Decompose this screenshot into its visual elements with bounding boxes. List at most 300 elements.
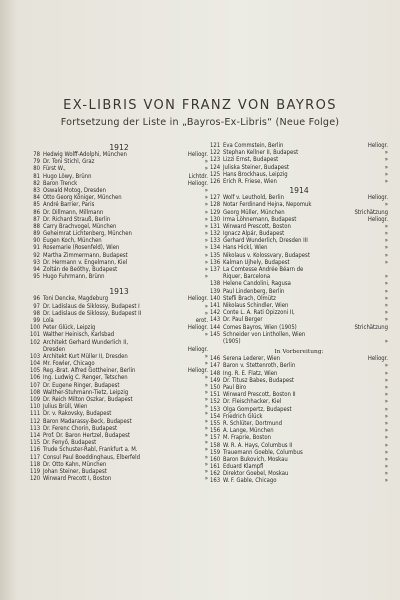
entry-technique: » (384, 223, 388, 230)
list-item (210, 303, 388, 310)
entry-owner: W. R. A. Hays, Columbus II (223, 442, 293, 449)
entry-text (30, 238, 102, 245)
entry-text (210, 371, 277, 378)
list-item (210, 421, 388, 428)
list-item (30, 210, 208, 217)
entry-number: 144 (210, 324, 221, 331)
entry-technique: » (384, 317, 388, 324)
right-column (210, 143, 388, 486)
entry-text (210, 464, 264, 471)
entry-technique: » (204, 202, 208, 209)
entry-technique: » (384, 171, 388, 178)
list-item (30, 159, 208, 166)
entry-owner: Winward Precott I, Boston (43, 476, 112, 483)
entry-owner: Wolf v. Leuthold, Berlin (223, 195, 284, 202)
entry-owner: Serena Lederer, Wien (223, 356, 281, 363)
entry-technique: » (384, 464, 388, 471)
list-item (30, 440, 208, 447)
entry-owner: Ing. R. E. Flatz, Wien (223, 370, 278, 377)
entry-number: 131 (210, 223, 221, 230)
entry-number: 86 (33, 209, 40, 216)
entry-technique: » (384, 288, 388, 295)
entry-text (30, 397, 133, 404)
entry-owner: Geheimrat Lichtenberg, München (43, 231, 132, 238)
entry-technique: Strichätzung (354, 324, 388, 331)
list-item (30, 404, 208, 411)
entry-text (30, 217, 110, 224)
list-item (30, 174, 208, 181)
entry-number: 107 (30, 382, 41, 389)
entry-owner: Conte L. A. Rati Opizzoni II, (223, 310, 295, 317)
entry-technique: Strichätzung (354, 209, 388, 216)
entry-owner: Dr. Ferenc Chorin, Budapest (43, 425, 118, 432)
entry-technique: » (204, 209, 208, 216)
list-item (210, 195, 388, 202)
entry-number: 110 (30, 404, 41, 411)
list-item (210, 443, 388, 450)
entry-text (210, 289, 284, 296)
entry-number: 100 (30, 325, 41, 332)
entry-owner: A. Lange, München (223, 428, 274, 435)
entry-owner: Hedwig Wolff-Adolphi, München (43, 152, 127, 158)
list-in-preparation (210, 356, 388, 485)
list-item (30, 383, 208, 390)
entry-technique: » (204, 476, 208, 483)
entry-text (210, 224, 291, 231)
entry-technique: » (384, 281, 388, 288)
entry-technique: » (204, 389, 208, 396)
year-heading-1913: 1913 (109, 287, 129, 297)
entry-owner: Paul Lindenberg, Berlin (223, 288, 285, 295)
entry-text (30, 274, 105, 281)
entry-owner: Trude Schuster-Rabl, Frankfurt a. M. (43, 447, 138, 454)
entry-technique: » (204, 238, 208, 245)
entry-owner: Kalman Ujhely, Budapest (223, 259, 290, 266)
entry-owner: Prof. Dr. Baron Hertzel, Budapest (43, 432, 130, 439)
entry-text (30, 202, 94, 209)
entry-number: 122 (210, 150, 221, 157)
list-item (210, 428, 388, 435)
list-item (210, 478, 388, 485)
entry-owner: Dr. Ladislaus de Siklossy, Budapest II (43, 310, 142, 317)
entry-number: 142 (210, 310, 221, 317)
entry-owner: Dresden (43, 346, 66, 353)
list-item (30, 447, 208, 454)
list-item (210, 150, 388, 157)
list-item (210, 471, 388, 478)
entry-owner: Walther-Stuhmann-Tietz, Leipzig (43, 389, 129, 396)
entry-technique: » (384, 202, 388, 209)
entry-owner: Paul Biro (223, 385, 247, 392)
entry-technique: » (384, 406, 388, 413)
list-item (210, 231, 388, 238)
entry-technique: » (204, 166, 208, 173)
entry-number: 123 (210, 157, 221, 164)
entry-technique: » (384, 399, 388, 406)
entry-technique: » (204, 375, 208, 382)
entry-number: 108 (30, 389, 41, 396)
entry-owner: La Comtesse Andrée Béarn de (223, 267, 304, 273)
entry-technique: » (384, 252, 388, 259)
entry-technique: » (384, 363, 388, 370)
entry-number: 78 (33, 152, 40, 158)
entry-technique: Heliogr. (367, 356, 388, 363)
entry-technique: Heliogr. (187, 368, 208, 375)
list-item (30, 476, 208, 483)
list-item (30, 375, 208, 382)
entry-number: 128 (210, 202, 221, 209)
entry-technique: » (204, 404, 208, 411)
entry-text (210, 172, 288, 179)
entry-number: 133 (210, 238, 221, 245)
entry-owner: Johan Steiner, Budapest (43, 468, 107, 475)
entry-number: 89 (33, 231, 40, 238)
page-title: EX-LIBRIS VON FRANZ VON BAYROS (63, 98, 337, 113)
entry-owner: Peter Glück, Leipzig (43, 325, 96, 332)
entry-text (210, 385, 246, 392)
entry-number: 121 (210, 143, 221, 149)
list-item (30, 267, 208, 274)
entry-text (210, 231, 284, 238)
entry-text (30, 245, 119, 252)
entry-number: 127 (210, 195, 221, 202)
entry-number: 135 (210, 252, 221, 259)
entry-number: 159 (210, 449, 221, 456)
entry-technique: » (384, 310, 388, 317)
entry-text (210, 339, 241, 346)
list-item (210, 172, 388, 179)
entry-number: 96 (33, 296, 40, 303)
entry-number: 91 (33, 245, 40, 252)
list-1912 (30, 152, 208, 281)
entry-text (30, 375, 128, 382)
list-item (210, 253, 388, 260)
entry-owner: Architekt Gerhard Wunderlich II, (43, 339, 129, 346)
list-item (30, 152, 208, 159)
entry-text (210, 150, 298, 157)
page-subtitle: Fortsetzung der Liste in „Bayros-Ex-Libris“ (Neue Folge) (60, 117, 340, 128)
entry-text (210, 157, 278, 164)
entry-technique: » (384, 456, 388, 463)
entry-text (30, 411, 111, 418)
entry-owner: Dr. Fleischhacker, Kiel (223, 399, 282, 406)
list-item (30, 462, 208, 469)
list-item (210, 399, 388, 406)
entry-number: 155 (210, 420, 221, 427)
entry-text (210, 245, 268, 252)
entry-number: 97 (33, 303, 40, 310)
list-item (30, 202, 208, 209)
list-item (30, 274, 208, 281)
entry-technique: » (384, 274, 388, 281)
entry-owner: Winward Prescott, Boston II (223, 392, 296, 399)
entry-number: 114 (30, 432, 41, 439)
entry-number: 163 (210, 478, 221, 485)
entry-owner: Hans Brockhaus, Leipzig (223, 171, 288, 178)
entry-owner: Zoltán de Beöthy, Budapest (43, 267, 118, 273)
entry-text (30, 354, 128, 361)
entry-number: 90 (33, 238, 40, 245)
list-item (210, 414, 388, 421)
entry-technique: » (384, 420, 388, 427)
entry-owner: Nikolaus v. Kolossvary, Budapest (223, 252, 310, 259)
entry-number: 146 (210, 356, 221, 363)
list-item (30, 260, 208, 267)
entry-text (30, 469, 107, 476)
entry-text (210, 363, 295, 370)
entry-number: 113 (30, 425, 41, 432)
entry-number: 83 (33, 187, 40, 194)
entry-technique: » (384, 178, 388, 185)
entry-text (210, 143, 283, 150)
entry-text (30, 361, 95, 368)
entry-owner: Dr. Titusz Babes, Budapest (223, 377, 294, 384)
entry-technique: » (384, 413, 388, 420)
entry-number: 129 (210, 209, 221, 216)
entry-technique: » (384, 245, 388, 252)
entry-owner: Baron v. Stettenroth, Berlin (223, 363, 296, 370)
entry-technique: » (384, 295, 388, 302)
entry-owner: Notar Ferdinand Hejna, Nepomuk (223, 202, 312, 209)
entry-owner: Lola (43, 317, 54, 324)
list-item (210, 143, 388, 150)
entry-text (210, 260, 290, 267)
entry-text (210, 414, 262, 421)
entry-technique: » (204, 310, 208, 317)
entry-text (30, 368, 135, 375)
entry-text (30, 253, 128, 260)
entry-technique: Heliogr. (187, 346, 208, 353)
entry-text (210, 457, 288, 464)
entry-technique: Heliogr. (187, 325, 208, 332)
entry-owner: Eduard Klampfl (223, 464, 264, 471)
entry-number: 134 (210, 245, 221, 252)
entry-text (30, 447, 138, 454)
entry-technique: » (204, 267, 208, 273)
entry-technique: Heliogr. (367, 216, 388, 223)
entry-number: 105 (30, 368, 41, 375)
entry-number: 154 (210, 413, 221, 420)
entry-technique: » (384, 428, 388, 435)
entry-technique: » (204, 461, 208, 468)
entry-text (30, 231, 132, 238)
entry-owner: Olga Gompertz, Budapest (223, 406, 292, 413)
entry-text (30, 332, 114, 339)
entry-owner: Lizzi Ernst, Budapest (223, 157, 279, 164)
list-1914 (210, 195, 388, 346)
entry-owner: Dr. Eugene Ringer, Budapest (43, 382, 120, 389)
list-item (30, 411, 208, 418)
entry-text (210, 471, 288, 478)
entry-technique: » (204, 361, 208, 368)
entry-number: 125 (210, 171, 221, 178)
entry-number: 81 (33, 173, 40, 180)
entry-text (210, 238, 308, 245)
list-item (210, 332, 388, 339)
entry-number: 156 (210, 428, 221, 435)
list-item (30, 217, 208, 224)
entry-technique: » (204, 468, 208, 475)
entry-text (210, 195, 284, 202)
entry-owner: André Barrier, Paris (43, 202, 95, 209)
entry-number: 160 (210, 456, 221, 463)
entry-owner: Dr. Dillmann, Millmann (43, 209, 104, 216)
entry-owner: Baron Madarassy-Beck, Budapest (43, 418, 132, 425)
entry-text (210, 356, 280, 363)
entry-technique: » (204, 187, 208, 194)
entry-owner: Dr. Paul Berger (223, 317, 263, 324)
entry-owner: Georg Müller, München (223, 209, 285, 216)
entry-text (30, 267, 117, 274)
entry-technique: » (384, 442, 388, 449)
entry-owner: (1905) (223, 338, 241, 345)
entry-text (30, 188, 106, 195)
entry-number: 150 (210, 385, 221, 392)
entry-technique: » (204, 231, 208, 238)
entry-owner: Reg.-Brat. Alfred Gottheiner, Berlin (43, 368, 136, 375)
list-item (30, 419, 208, 426)
entry-technique: » (204, 223, 208, 230)
entry-owner: Oswald Motog, Dresden (43, 187, 107, 194)
list-item (30, 224, 208, 231)
list-item (210, 165, 388, 172)
entry-number: 120 (30, 476, 41, 483)
list-item (210, 245, 388, 252)
entry-technique: » (204, 454, 208, 461)
list-item (210, 202, 388, 209)
entry-owner: Gerhard Wunderlich, Dresden III (223, 238, 308, 245)
entry-text (210, 421, 282, 428)
list-item (210, 210, 388, 217)
entry-owner: Mr. Fowler, Chicago (43, 361, 95, 368)
entry-technique: » (204, 303, 208, 310)
entry-technique: Heliogr. (187, 180, 208, 187)
list-item (30, 347, 208, 354)
entry-owner: Walther Heinisch, Karlsbad (43, 332, 115, 339)
entry-number: 153 (210, 406, 221, 413)
list-item (30, 318, 208, 325)
list-item (210, 157, 388, 164)
entry-number: 85 (33, 202, 40, 209)
entry-text (30, 260, 127, 267)
list-item (210, 356, 388, 363)
entry-number: 101 (30, 332, 41, 339)
list-item (210, 392, 388, 399)
entry-text (30, 455, 140, 462)
entry-number: 98 (33, 310, 40, 317)
entry-text (210, 317, 263, 324)
entry-owner: Irma Löhnemann, Budapest (223, 216, 297, 223)
entry-text (210, 325, 297, 332)
list-item (30, 368, 208, 375)
list-item (30, 433, 208, 440)
entry-owner: Comes Bayros, Wien (1905) (223, 324, 297, 331)
entry-technique: » (204, 432, 208, 439)
entry-text (30, 224, 116, 231)
entry-technique: » (384, 338, 388, 345)
entry-text (30, 152, 127, 159)
entry-owner: Julius Brüll, Wien (43, 404, 88, 411)
entry-number: 106 (30, 375, 41, 382)
list-item (210, 450, 388, 457)
entry-number: 139 (210, 288, 221, 295)
entry-text (30, 159, 94, 166)
entry-number: 126 (210, 178, 221, 185)
entry-number: 94 (33, 267, 40, 273)
entry-owner: Architekt Kurt Müller II, Dresden (43, 353, 128, 360)
list-item (210, 179, 388, 186)
entry-number: 141 (210, 302, 221, 309)
entry-text (210, 392, 296, 399)
entry-owner: Toni Dencke, Magdeburg (43, 296, 109, 303)
entry-owner: Helene Candolini, Ragusa (223, 281, 291, 288)
entry-text (210, 428, 274, 435)
entry-text (30, 404, 87, 411)
entry-text (30, 311, 141, 318)
list-item (30, 304, 208, 311)
entry-text (30, 462, 106, 469)
entry-text (30, 419, 132, 426)
list-item (30, 426, 208, 433)
entry-technique: » (204, 252, 208, 259)
entry-technique: » (384, 238, 388, 245)
list-item (30, 231, 208, 238)
entry-technique: erot. (195, 317, 208, 324)
entry-number: 149 (210, 377, 221, 384)
list-item (30, 354, 208, 361)
year-heading-1912: 1912 (109, 143, 129, 152)
list-item (30, 332, 208, 339)
list-item (210, 317, 388, 324)
entry-text (210, 443, 292, 450)
entry-owner: Juliska Steiner, Budapest (223, 164, 289, 171)
entry-owner: Winward Prescott, Boston (223, 223, 291, 230)
entry-number: 115 (30, 440, 41, 447)
entry-number: 161 (210, 464, 221, 471)
entry-text (210, 399, 281, 406)
entry-owner: Direktor Goebel, Moskau (223, 471, 289, 478)
entry-owner: Baron Bukovich, Moskau (223, 456, 288, 463)
entry-text (30, 383, 119, 390)
entry-number: 137 (210, 267, 221, 273)
entry-number: 80 (33, 166, 40, 173)
list-item (210, 296, 388, 303)
entry-text (210, 296, 276, 303)
entry-number: 158 (210, 442, 221, 449)
entry-text (30, 318, 54, 325)
entry-text (210, 202, 311, 209)
entry-text (210, 210, 285, 217)
entry-text (30, 347, 65, 354)
entry-technique: » (384, 478, 388, 485)
entry-technique: » (384, 435, 388, 442)
entry-number: 157 (210, 435, 221, 442)
entry-text (210, 378, 294, 385)
list-item (210, 217, 388, 224)
entry-text (30, 296, 108, 303)
entry-number: 82 (33, 180, 40, 187)
list-item (210, 238, 388, 245)
list-1913-continued (210, 143, 388, 186)
entry-text (210, 407, 292, 414)
entry-technique: » (384, 385, 388, 392)
entry-technique: » (204, 353, 208, 360)
entry-technique: » (384, 157, 388, 164)
entry-owner: Rosemarie (Rosenfeld), Wien (43, 245, 120, 252)
left-column (30, 143, 208, 483)
entry-number: 130 (210, 216, 221, 223)
entry-technique: » (204, 195, 208, 202)
